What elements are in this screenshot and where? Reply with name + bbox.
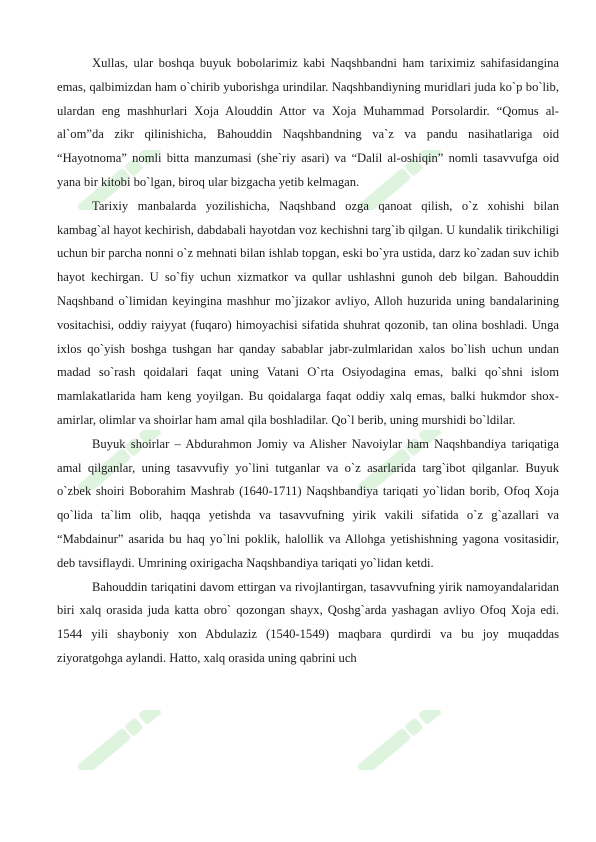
paragraph: Bahouddin tariqatini davom ettirgan va rivojlantirgan, tasavvufning yirik namoyandalaridan biri xalq orasida juda katta obro` qozongan shayx, Qoshg`arda yashagan avliyo Ofoq Xoja edi. 1544 yili shayboniy xon Abdulaziz (1540-1549) maqbara qurdirdi va bu joy muqaddas ziyoratgohga aylandi. Hatto, xalq orasida uning qabrini uch <box>57 579 559 665</box>
body-text <box>57 52 559 671</box>
watermark-mark <box>60 710 180 770</box>
watermark-mark <box>340 710 460 770</box>
paragraph: Tarixiy manbalarda yozilishicha, Naqshband ozga qanoat qilish, o`z xohishi bilan kambag`al hayot kechirish, dabdabali hayotdan voz kechishni targ`ib qilgan. U kundalik tirikchiligi uchun bir parcha nonni o`z mehnati bilan ishlab topgan, eski bo`yra ustida, darz ko`zadan suv ichib hayot kechirgan. U so`fiy uchun xizmatkor va qullar ushlashni gunoh deb bilgan. Bahouddin Naqshband o`limidan keyingina mashhur mo`jizakor avliyo, Alloh huzurida uning bandalarining vositachisi, oddiy raiyyat (fuqaro) himoyachisi sifatida shuhrat qozonib, tan olina boshladi. Unga ixlos qo`yish boshga tushgan har qanday sabablar jabr-zulmlaridan xalos bo`lish uchun undan madad so`rash qoidalari faqat uning Vatani O`rta Osiyodagina emas, balki qo`shni islom mamlakatlarida ham keng yoyilgan. Bu qoidalarga faqat oddiy xalq emas, balki hukmdor shox-amirlar, olimlar va shoirlar ham amal qila boshladilar. Qo`l berib, uning murshidi bo`ldilar. <box>57 198 559 427</box>
paragraph: Xullas, ular boshqa buyuk bobolarimiz kabi Naqshbandni ham tariximiz sahifasidangina emas, qalbimizdan ham o`chirib yuborishga urindilar. Naqshbandiyning muridlari juda ko`p bo`lib, ulardan eng mashhurlari Xoja Alouddin Attor va Xoja Muhammad Porsolardir. “Qomus al-al`om”da zikr qilinishicha, Bahouddin Naqshbandning va`z va pandu nasihatlariga oid “Hayotnoma” nomli bitta manzumasi (she`riy asari) va “Dalil al-oshiqin” nomli tasavvufga oid yana bir kitobi bo`lgan, biroq ular bizgacha yetib kelmagan. <box>57 56 559 189</box>
paragraph: Buyuk shoirlar – Abdurahmon Jomiy va Alisher Navoiylar ham Naqshbandiya tariqatiga amal qilganlar, uning tasavvufiy yo`lini tutganlar va o`z asarlarida targ`ibot qilganlar. Buyuk o`zbek shoiri Boborahim Mashrab (1640-1711) Naqshbandiya tariqati yo`lidan borib, Ofoq Xoja qo`lida ta`lim olib, haqqa yetishda va tasavvufning yirik vakili sifatida o`z g`azallari va “Mabdainur” asarida bu haq yo`lni poklik, halollik va Allohga yetishishning yagona vositasidir, deb tavsiflaydi. Umrining oxirigacha Naqshbandiya tariqati yo`lidan ketdi. <box>57 436 559 570</box>
